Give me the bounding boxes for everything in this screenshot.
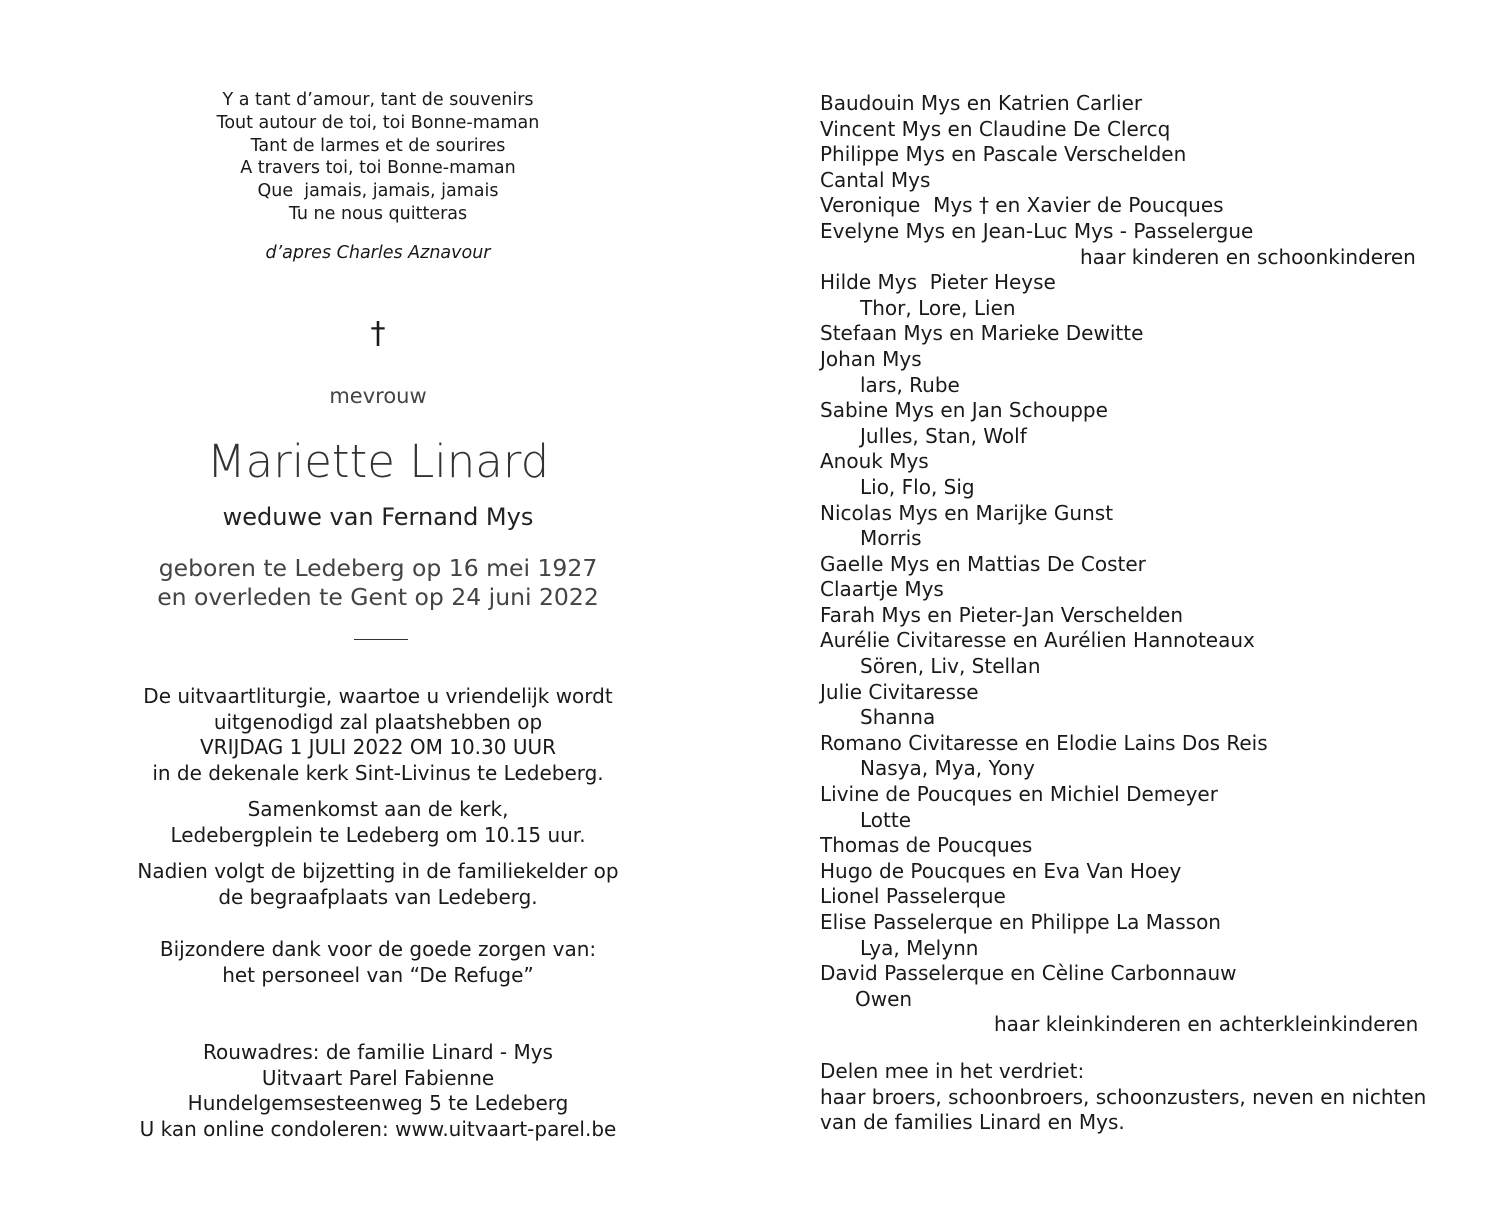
grandchild-entry: Anouk Mys <box>820 449 929 474</box>
great-grandchildren: Sören, Liv, Stellan <box>860 654 1041 679</box>
grandchild-entry: Thomas de Poucques <box>820 833 1033 858</box>
thanks-info <box>60 937 696 988</box>
child-entry: Veronique Mys † en Xavier de Poucques <box>820 193 1224 218</box>
family-list <box>820 91 1460 1136</box>
address-line: Rouwadres: de familie Linard - Mys <box>203 1040 553 1064</box>
great-grandchildren: Thor, Lore, Lien <box>860 295 1016 320</box>
poem-line: Tout autour de toi, toi Bonne-maman <box>216 112 540 133</box>
deceased-name: Mariette Linard <box>206 435 550 488</box>
great-grandchildren: Morris <box>860 526 922 551</box>
gathering-info <box>60 797 696 848</box>
great-grandchildren: Nasya, Mya, Yony <box>860 756 1035 781</box>
funeral-line: in de dekenale kerk Sint-Livinus te Ledeberg. <box>152 760 604 785</box>
sharing-line: Delen mee in het verdriet: <box>820 1058 1085 1083</box>
grandchild-entry: Nicolas Mys en Marijke Gunst <box>820 500 1114 525</box>
burial-line: de begraafplaats van Ledeberg. <box>218 884 538 909</box>
mourning-address <box>60 1040 696 1142</box>
child-entry: Vincent Mys en Claudine De Clercq <box>820 116 1171 141</box>
burial-info <box>60 859 696 910</box>
great-grandchildren: Lya, Melynn <box>860 935 979 960</box>
grandchild-entry: Gaelle Mys en Mattias De Coster <box>820 551 1146 576</box>
gathering-line: Ledebergplein te Ledeberg om 10.15 uur. <box>170 822 586 847</box>
funeral-line: uitgenodigd zal plaatshebben op <box>213 709 543 734</box>
grandchild-entry: Lionel Passelerque <box>820 884 1006 909</box>
grandchild-entry: Stefaan Mys en Marieke Dewitte <box>820 321 1144 346</box>
divider <box>354 639 408 640</box>
burial-line: Nadien volgt de bijzetting in de familiekelder op <box>137 859 619 883</box>
grandchild-entry: Farah Mys en Pieter-Jan Verschelden <box>820 602 1184 627</box>
thanks-line: het personeel van “De Refuge” <box>222 962 534 987</box>
child-entry: Baudouin Mys en Katrien Carlier <box>820 91 1143 115</box>
poem-line: A travers toi, toi Bonne-maman <box>240 158 516 179</box>
spacer <box>820 1038 1460 1059</box>
grandchild-entry: Johan Mys <box>820 346 922 371</box>
grandchildren-caption: haar kleinkinderen en achterkleinkinderen <box>994 1012 1419 1037</box>
grandchild-entry: Romano Civitaresse en Elodie Lains Dos Reis <box>820 730 1268 755</box>
grandchild-entry: Aurélie Civitaresse en Aurélien Hannoteaux <box>820 628 1255 653</box>
grandchild-entry: Sabine Mys en Jan Schouppe <box>820 398 1108 423</box>
great-grandchildren: Lotte <box>860 807 912 832</box>
funeral-info <box>60 684 696 786</box>
grandchild-entry: Claartje Mys <box>820 577 944 602</box>
poem-line: Tant de larmes et de sourires <box>250 135 506 156</box>
sharing-line: haar broers, schoonbroers, schoonzusters, neven en nichten <box>820 1084 1427 1109</box>
deceased-title: mevrouw <box>329 384 427 408</box>
child-entry: Evelyne Mys en Jean-Luc Mys - Passelergue <box>820 218 1254 243</box>
condolence-link: U kan online condoleren: www.uitvaart-parel.be <box>139 1116 617 1141</box>
grandchild-entry: Hugo de Poucques en Eva Van Hoey <box>820 858 1182 883</box>
gathering-line: Samenkomst aan de kerk, <box>247 797 509 821</box>
thanks-line: Bijzondere dank voor de goede zorgen van: <box>159 937 597 961</box>
funeral-line: VRIJDAG 1 JULI 2022 OM 10.30 UUR <box>199 735 557 759</box>
great-grandchildren: lars, Rube <box>860 372 960 397</box>
poem-line: Que jamais, jamais, jamais <box>257 181 499 202</box>
great-grandchildren: Owen <box>855 986 913 1011</box>
spouse-line: weduwe van Fernand Mys <box>222 503 534 531</box>
funeral-line: De uitvaartliturgie, waartoe u vriendelijk wordt <box>143 684 613 708</box>
poem-attribution: d’apres Charles Aznavour <box>265 243 491 263</box>
poem <box>60 89 696 226</box>
great-grandchildren: Shanna <box>860 705 936 730</box>
grandchild-entry: Julie Civitaresse <box>820 679 979 704</box>
great-grandchildren: Lio, Flo, Sig <box>860 474 975 499</box>
poem-line: Y a tant d’amour, tant de souvenirs <box>222 90 534 110</box>
child-entry: Cantal Mys <box>820 167 931 192</box>
grandchild-entry: Elise Passelerque en Philippe La Masson <box>820 910 1221 934</box>
poem-line: Tu ne nous quitteras <box>288 203 468 224</box>
address-line: Uitvaart Parel Fabienne <box>261 1065 495 1090</box>
grandchild-entry: David Passelerque en Cèline Carbonnauw <box>820 961 1237 986</box>
born-line: geboren te Ledeberg op 16 mei 1927 <box>158 554 598 582</box>
children-caption: haar kinderen en schoonkinderen <box>1080 244 1416 269</box>
address-line: Hundelgemsesteenweg 5 te Ledeberg <box>187 1091 569 1115</box>
cross-icon: † <box>370 316 386 351</box>
grandchild-entry: Hilde Mys Pieter Heyse <box>820 270 1056 295</box>
died-line: en overleden te Gent op 24 juni 2022 <box>157 583 599 611</box>
child-entry: Philippe Mys en Pascale Verschelden <box>820 142 1187 167</box>
great-grandchildren: Julles, Stan, Wolf <box>860 423 1027 448</box>
life-dates <box>60 554 696 612</box>
sharing-line: van de families Linard en Mys. <box>820 1110 1125 1135</box>
grandchild-entry: Livine de Poucques en Michiel Demeyer <box>820 782 1218 807</box>
